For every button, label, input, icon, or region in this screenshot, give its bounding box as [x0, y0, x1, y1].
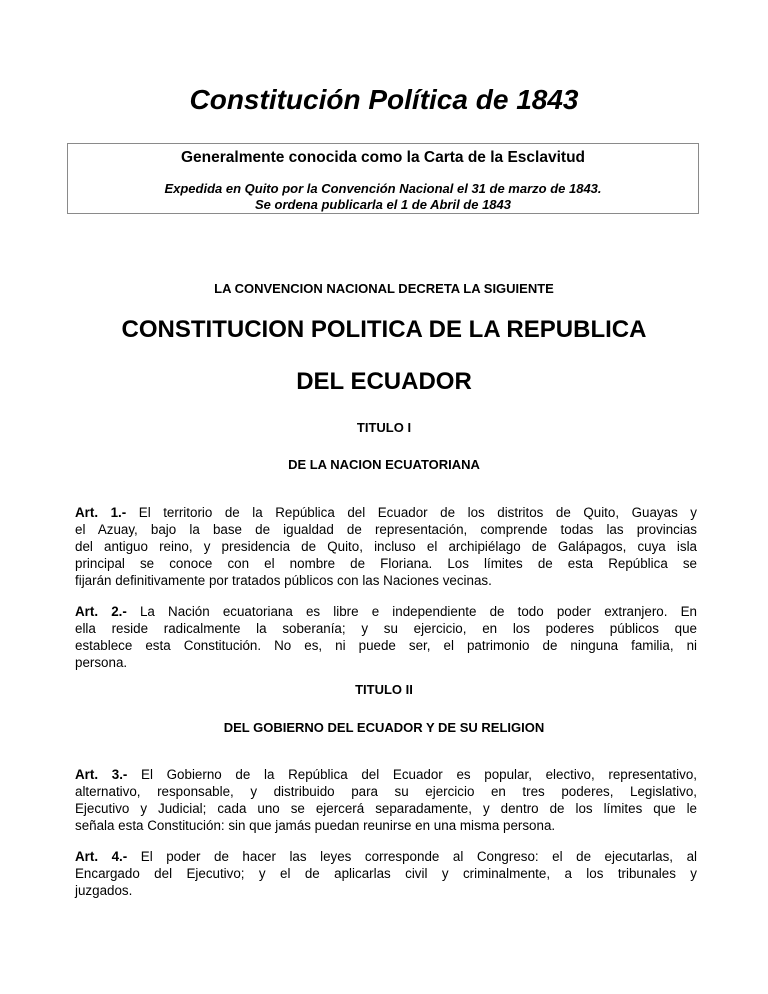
article-1: [75, 504, 697, 589]
article-label: Art. 3.-: [75, 767, 128, 782]
article-text-line: alternativo, responsable, y distribuido para su ejercicio en tres poderes, Legislativo,: [75, 784, 697, 799]
info-box-issued-line: Expedida en Quito por la Convención Nacional el 31 de marzo de 1843.: [164, 181, 602, 196]
article-text-line: del antiguo reino, y presidencia de Quito, incluso el archipiélago de Galápagos, cuya isla: [75, 539, 697, 554]
article-text-line: El Gobierno de la República del Ecuador es popular, electivo, representativo,: [127, 767, 697, 782]
article-text-line: fijarán definitivamente por tratados públicos con las Naciones vecinas.: [75, 573, 492, 588]
main-heading-line1: CONSTITUCION POLITICA DE LA REPUBLICA: [121, 316, 647, 343]
article-4: [75, 848, 697, 899]
article-label: Art. 4.-: [75, 849, 128, 864]
section-heading: DEL GOBIERNO DEL ECUADOR Y DE SU RELIGION: [223, 720, 545, 735]
article-text-line: ella reside radicalmente la soberanía; y su ejercicio, en los poderes públicos que: [75, 621, 697, 636]
titulo-heading: TITULO I: [356, 420, 412, 435]
article-text-line: juzgados.: [75, 883, 133, 898]
article-text-line: persona.: [75, 655, 128, 670]
article-label: Art. 2.-: [75, 604, 127, 619]
titulo-heading: TITULO II: [355, 682, 413, 697]
article-text-line: establece esta Constitución. No es, ni puede ser, el patrimonio de ninguna familia, ni: [75, 638, 697, 653]
article-3: [75, 766, 697, 834]
article-text-line: El territorio de la República del Ecuador de los distritos de Quito, Guayas y: [126, 505, 697, 520]
decree-line: LA CONVENCION NACIONAL DECRETA LA SIGUIENTE: [214, 281, 554, 296]
article-text-line: el Azuay, bajo la base de igualdad de representación, comprende todas las provincias: [75, 522, 697, 537]
article-text-line: Ejecutivo y Judicial; cada uno se ejercerá separadamente, y dentro de los límites que le: [75, 801, 697, 816]
info-box: [67, 143, 699, 214]
article-2: [75, 603, 697, 671]
main-heading-line2: DEL ECUADOR: [296, 368, 472, 395]
article-text-line: principal se conoce con el nombre de Floriana. Los límites de esta República se: [75, 556, 697, 571]
article-text-line: señala esta Constitución: sin que jamás puedan reunirse en una misma persona.: [75, 818, 556, 833]
article-text-line: Encargado del Ejecutivo; y el de aplicarlas civil y criminalmente, a los tribunales y: [75, 866, 697, 881]
info-box-publish-line: Se ordena publicarla el 1 de Abril de 1843: [254, 197, 511, 212]
article-label: Art. 1.-: [75, 505, 127, 520]
document-title: Constitución Política de 1843: [189, 84, 579, 115]
article-text-line: El poder de hacer las leyes corresponde al Congreso: el de ejecutarlas, al: [127, 849, 697, 864]
section-heading: DE LA NACION ECUATORIANA: [288, 457, 480, 472]
info-box-subtitle: Generalmente conocida como la Carta de la Esclavitud: [181, 149, 585, 166]
article-text-line: La Nación ecuatoriana es libre e independiente de todo poder extranjero. En: [126, 604, 697, 619]
